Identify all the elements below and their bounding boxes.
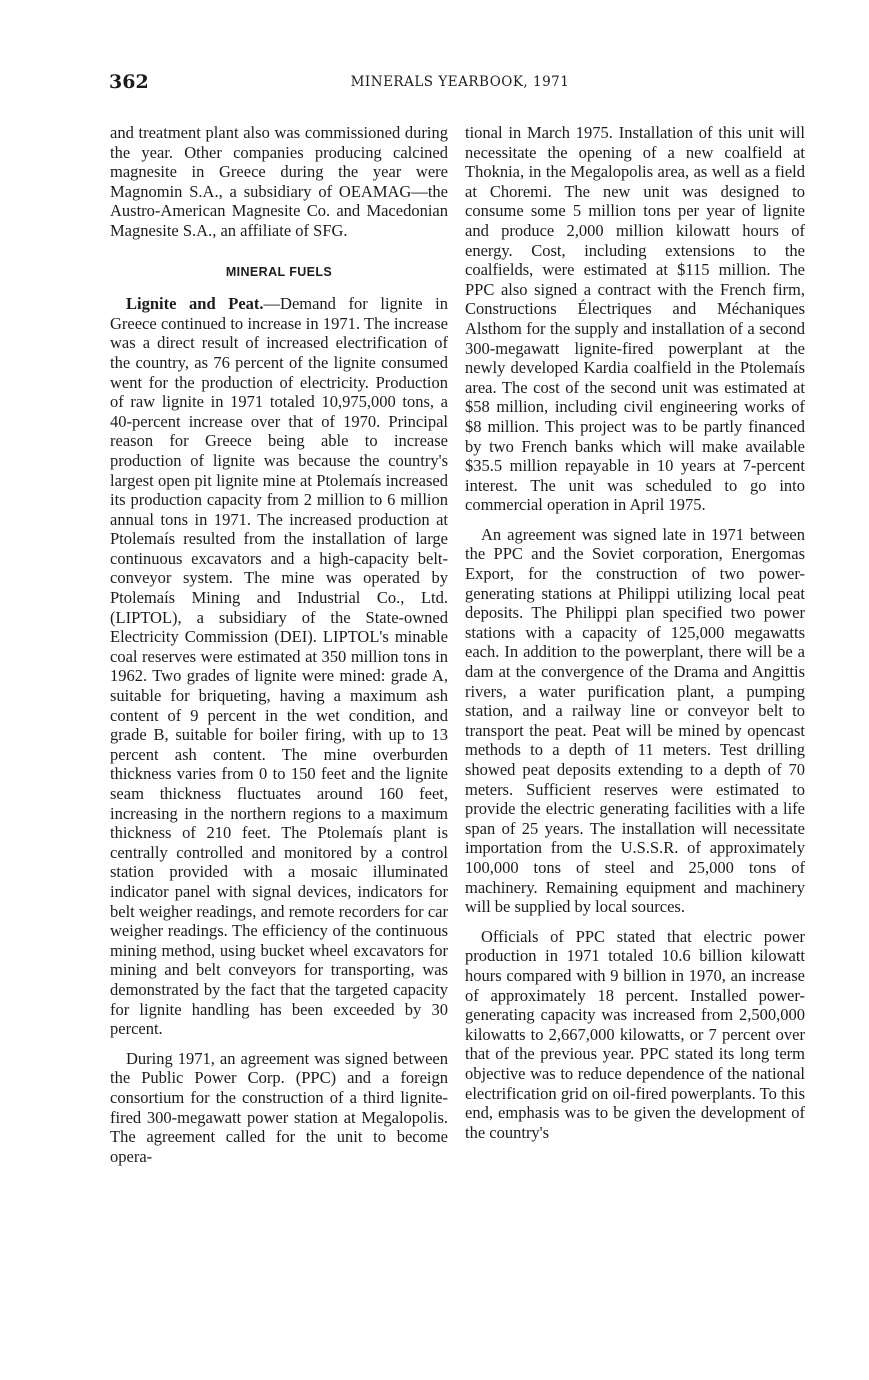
section-heading: MINERAL FUELS [225, 264, 333, 279]
soviet-agreement-paragraph: An agreement was signed late in 1971 between the PPC and the Soviet corporation, Energomas Export, for the construction of two power-generating stations at Philippi utilizing local peat deposits. The Philippi plan specified two power stations with a capacity of 125,000 megawatts each. In addition to the powerplant, there will be a dam at the convergence of the Drama and Angittis rivers, a water purification plant, a pumping station, and a railway line or conveyor belt to transport the peat. Peat will be mined by opencast methods to a depth of 11 meters. Test drilling showed peat deposits extending to a depth of 70 meters. Sufficient reserves were estimated to provide the electric generating facilities with a life span of 25 years. The installation will necessitate importation from the U.S.S.R. of approximately 100,000 tons of steel and 25,000 tons of machinery. Remaining equipment and machinery will be supplied by local sources. [465, 524, 805, 917]
left-column [110, 123, 448, 1176]
continued-paragraph: and treatment plant also was commissioned during the year. Other companies producing calcined magnesite in Greece during the year were Magnomin S.A., a subsidiary of OEAMAG—the Austro-American Magnesite Co. and Macedonian Magnesite S.A., an affiliate of SFG. [110, 123, 448, 240]
ppc-agreement-paragraph: During 1971, an agreement was signed between the Public Power Corp. (PPC) and a foreign consortium for the construction of a third lignite-fired 300-megawatt power station at Megalopolis. The agreement called for the unit to become opera- [110, 1048, 448, 1166]
lignite-paragraph [110, 294, 448, 1039]
right-column [465, 123, 805, 1152]
lignite-paragraph-text: —Demand for lignite in Greece continued to increase in 1971. The increase was a direct result of increased electrification of the country, as 76 percent of the lignite consumed went for the production of electricity. Production of raw lignite in 1971 totaled 10,975,000 tons, a 40-percent increase over that of 1970. Principal reason for Greece being able to increase production of lignite was because the country's largest open pit lignite mine at Ptolemaís increased its production capacity from 2 million to 6 million annual tons in 1971. The increased production at Ptolemaís resulted from the installation of large continuous excavators and a high-capacity belt-conveyor system. The mine was operated by Ptolemaís Mining and Industrial Co., Ltd. (LIPTOL), a subsidiary of the State-owned Electricity Commission (DEI). LIPTOL's minable coal reserves were estimated at 350 million tons in 1962. Two grades of lignite were mined: grade A, suitable for briqueting, having a maximum ash content of 9 percent in the wet condition, and grade B, suitable for boiler firing, with up to 13 percent ash content. The mine overburden thickness varies from 0 to 150 feet and the lignite seam thickness fluctuates around 160 feet, increasing in the northern regions to a maximum thickness of 210 feet. The Ptolemaís plant is centrally controlled and monitored by a control station provided with a mosaic illuminated indicator panel with signal devices, indicators for belt weigher readings, and remote recorders for car weigher readings. The efficiency of the continuous mining method, using bucket wheel excavators for mining and belt conveyors for transporting, was demonstrated by the fact that the targeted capacity for lignite handling has been exceeded by 30 percent. [110, 294, 448, 1039]
running-title: MINERALS YEARBOOK, 1971 [350, 74, 570, 90]
ppc-officials-paragraph: Officials of PPC stated that electric power production in 1971 totaled 10.6 billion kilowatt hours compared with 9 billion in 1970, an increase of approximately 18 percent. Installed power-generating capacity was increased from 2,500,000 kilowatts to 2,667,000 kilowatts, or 7 percent over that of the previous year. PPC stated its long term objective was to reduce dependence of the national electrification grid on oil-fired powerplants. To this end, emphasis was to be given the development of the country's [465, 926, 805, 1142]
page-number: 362 [109, 71, 149, 93]
continued-paragraph-right: tional in March 1975. Installation of this unit will necessitate the opening of a new coalfield at Thoknia, in the Megalopolis area, as well as a field at Choremi. The new unit was designed to consume some 5 million tons per year of lignite and produce 2,000 million kilowatt hours of energy. Cost, including extensions to the coalfields, were estimated at $115 million. The PPC also signed a contract with the French firm, Constructions Électriques and Méchaniques Alsthom for the supply and installation of a second 300-megawatt lignite-fired powerplant at the newly developed Kardia coalfield in the Ptolemaís area. The cost of the second unit was estimated at $58 million, including civil engineering works of $8 million. This project was to be partly financed by two French banks which will make available $35.5 million repayable in 10 years at 7-percent interest. The unit was scheduled to go into commercial operation in April 1975. [465, 123, 805, 515]
run-in-heading: Lignite and Peat. [126, 294, 264, 314]
